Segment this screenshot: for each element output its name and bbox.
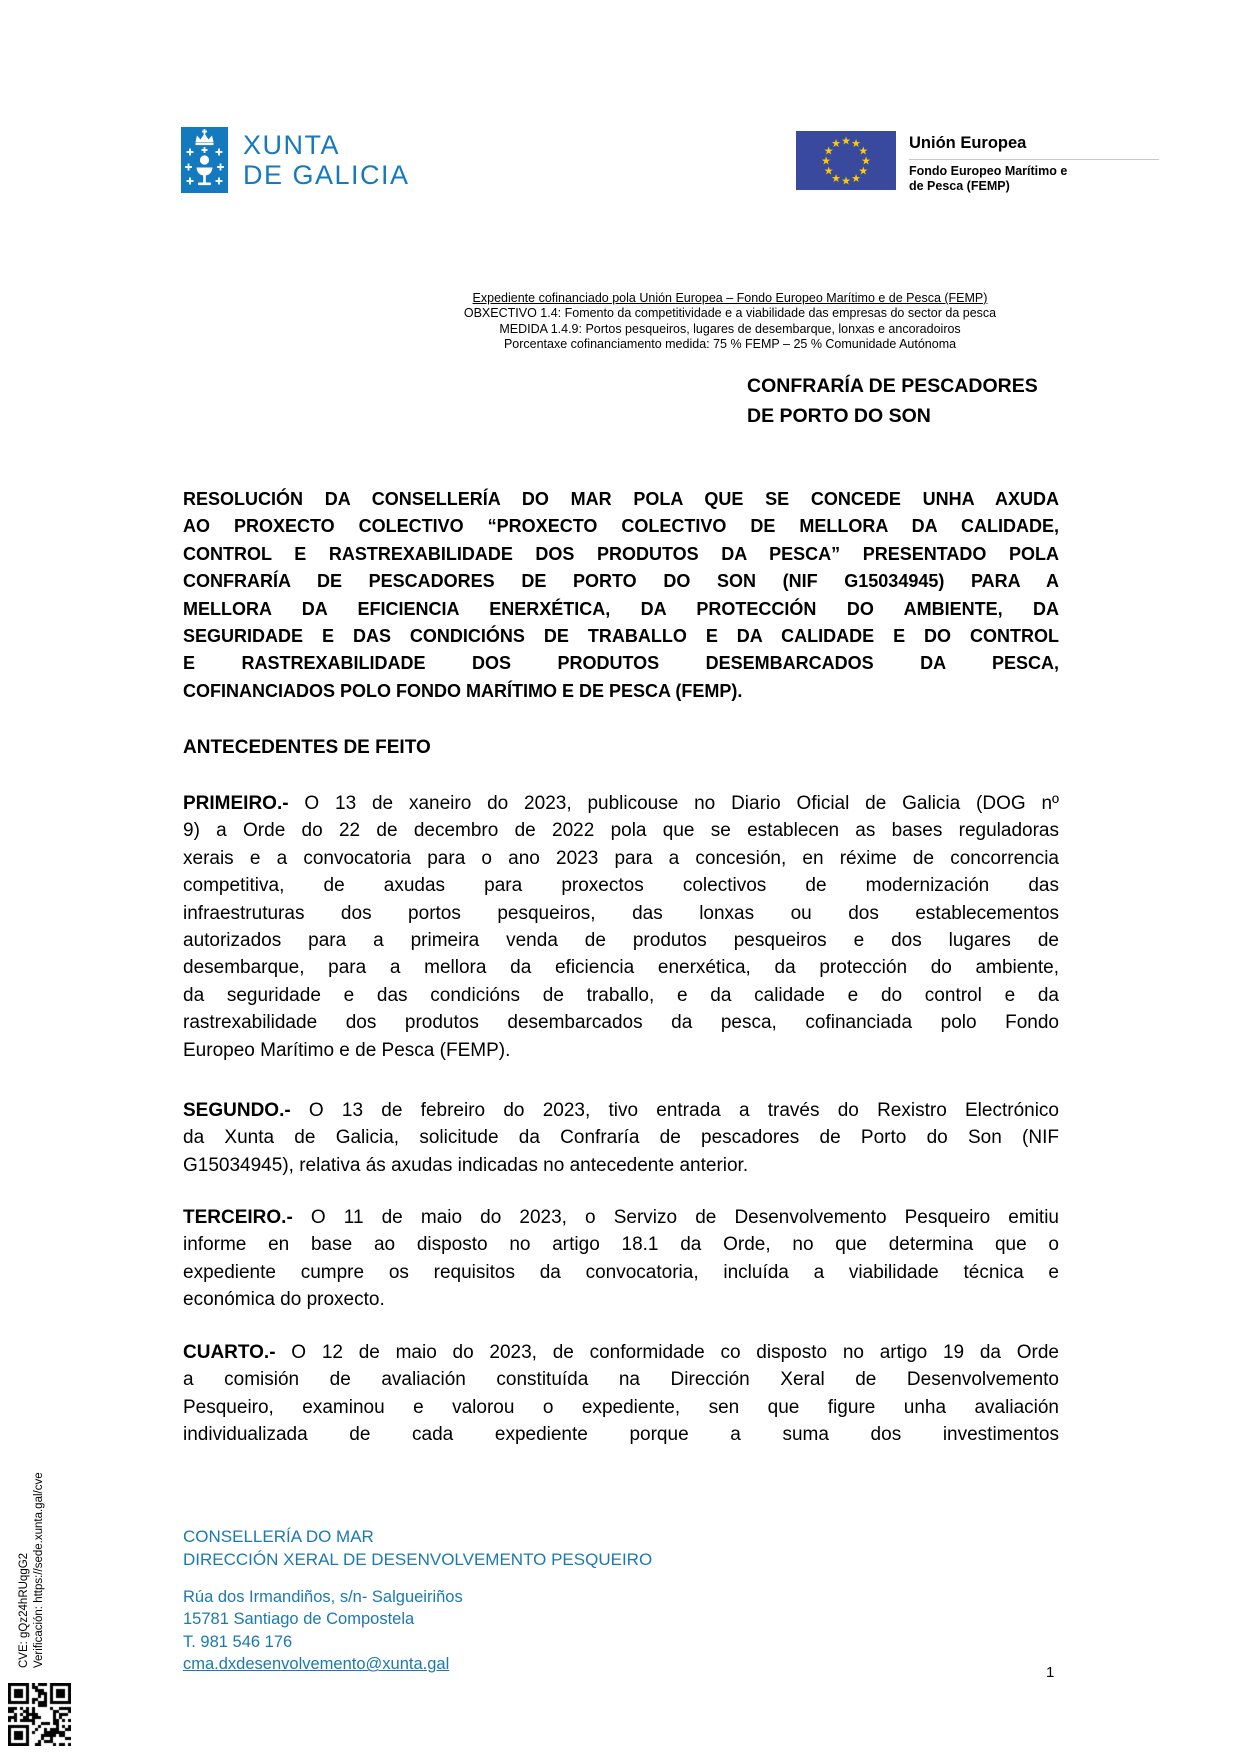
paragraph-cuarto-first-line (183, 1339, 1059, 1366)
section-heading-antecedentes: ANTECEDENTES DE FEITO (183, 737, 431, 758)
eu-logo-block (796, 131, 1159, 194)
svg-text:★: ★ (821, 154, 831, 168)
eu-title: Unión Europea (909, 134, 1027, 152)
paragraph-terceiro-first-line (183, 1204, 1059, 1231)
cve-verification-text (17, 1368, 47, 1668)
xunta-de-galicia-logo (181, 127, 410, 193)
paragraph-text: O 13 de febreiro do 2023, tivo entrada a través do Rexistro Electrónico (290, 1100, 1059, 1121)
xunta-word-line2: DE GALICIA (243, 160, 410, 190)
footer-department-line2: DIRECCIÓN XERAL DE DESENVOLVEMENTO PESQUEIRO (183, 1550, 653, 1569)
eu-logo-text (909, 131, 1159, 194)
svg-text:★: ★ (841, 134, 851, 148)
cofinance-note (380, 291, 1080, 353)
svg-text:★: ★ (851, 137, 861, 151)
paragraph-terceiro (183, 1204, 1059, 1314)
paragraph-text: O 11 de maio do 2023, o Servizo de Desenvolvemento Pesqueiro emitiu (292, 1207, 1059, 1228)
paragraph-terceiro-body: informe en base ao disposto no artigo 18.1 da Orde, no que determina que o expediente cumpre os requisitos da convocatoria, incluída a viabilidade técnica e económica do proxecto. (183, 1234, 1059, 1311)
paragraph-primeiro-first-line (183, 790, 1059, 817)
cofinance-line4: Porcentaxe cofinanciamento medida: 75 % FEMP – 25 % Comunidade Autónoma (503, 337, 957, 352)
qr-code (8, 1683, 71, 1746)
paragraph-label: TERCEIRO.- (183, 1207, 293, 1228)
cofinance-line1: Expediente cofinanciado pola Unión Europea – Fondo Europeo Marítimo e de Pesca (FEMP) (472, 291, 988, 305)
svg-text:★: ★ (823, 144, 834, 158)
footer-city: 15781 Santiago de Compostela (183, 1610, 415, 1629)
eu-subtitle-line1: Fondo Europeo Marítimo e (909, 164, 1068, 178)
eu-divider (909, 159, 1159, 160)
paragraph-cuarto (183, 1339, 1059, 1449)
addressee-heading (747, 371, 1038, 431)
paragraph-primeiro-body: 9) a Orde do 22 de decembro de 2022 pola que se establecen as bases reguladoras xerais e a convocatoria para o ano 2023 para a concesión, en réxime de concorrencia competitiva, de axudas para proxectos colectivos de modernización das infraestruturas dos portos pesqueiros, das lonxas ou dos establecementos autorizados para a primeira venda de produtos pesqueiros e dos lugares de desembarque, para a mellora da eficiencia enerxética, da protección do ambiente, da seguridade e das condicións de traballo, e da calidade e do control e da rastrexabilidade dos produtos desembarcados da pesca, cofinanciada polo Fondo Europeo Marítimo e de Pesca (FEMP). (183, 820, 1059, 1061)
footer-department (183, 1525, 652, 1571)
paragraph-segundo-first-line (183, 1097, 1059, 1124)
cve-code: CVE: gQz24hRUqgG2 (18, 1552, 30, 1668)
svg-text:★: ★ (823, 164, 834, 178)
xunta-logo-wordmark (243, 127, 410, 193)
footer-email-link[interactable]: cma.dxdesenvolvemento@xunta.gal (183, 1655, 450, 1674)
paragraph-label: SEGUNDO.- (183, 1100, 291, 1121)
xunta-coat-of-arms-icon (181, 127, 228, 193)
svg-text:★: ★ (831, 171, 841, 185)
paragraph-text: O 12 de maio do 2023, de conformidade co disposto no artigo 19 da Orde (275, 1342, 1059, 1363)
cofinance-line2: OBXECTIVO 1.4: Fomento da competitividade e a viabilidade das empresas do sector da pesca (463, 306, 997, 321)
paragraph-label: CUARTO.- (183, 1342, 276, 1363)
paragraph-text: O 13 de xaneiro do 2023, publicouse no Diario Oficial de Galicia (DOG nº (288, 793, 1059, 814)
eu-subtitle-line2: de Pesca (FEMP) (909, 179, 1010, 193)
footer-address (183, 1586, 463, 1676)
paragraph-segundo (183, 1097, 1059, 1179)
svg-text:★: ★ (858, 164, 869, 178)
svg-text:★: ★ (841, 174, 851, 188)
cve-url: Verificación: https://sede.xunta.gal/cve (33, 1472, 45, 1668)
eu-flag-icon (796, 131, 896, 190)
svg-text:★: ★ (861, 154, 871, 168)
xunta-word-line1: XUNTA (243, 130, 341, 160)
footer-department-line1: CONSELLERÍA DO MAR (183, 1527, 374, 1546)
resolution-title: RESOLUCIÓN DA CONSELLERÍA DO MAR POLA QUE SE CONCEDE UNHA AXUDA AO PROXECTO COLECTIVO “PROXECTO COLECTIVO DE MELLORA DA CALIDADE, CONTROL E RASTREXABILIDADE DOS PRODUTOS DA PESCA” PRESENTADO POLA CONFRARÍA DE PESCADORES DE PORTO DO SON (NIF G15034945) PARA A MELLORA DA EFICIENCIA ENERXÉTICA, DA PROTECCIÓN DO AMBIENTE, DA SEGURIDADE E DAS CONDICIÓNS DE TRABALLO E DA CALIDADE E DO CONTROL E RASTREXABILIDADE DOS PRODUTOS DESEMBARCADOS DA PESCA, COFINANCIADOS POLO FONDO MARÍTIMO E DE PESCA (FEMP). (183, 489, 1059, 701)
footer-street: Rúa dos Irmandiños, s/n- Salgueiriños (183, 1588, 463, 1606)
addressee-line1: CONFRARÍA DE PESCADORES (747, 375, 1038, 397)
cofinance-line3: MEDIDA 1.4.9: Portos pesqueiros, lugares de desembarque, lonxas e ancoradoiros (499, 321, 961, 336)
page-number: 1 (1046, 1664, 1055, 1681)
svg-text:★: ★ (858, 144, 869, 158)
paragraph-primeiro (183, 790, 1059, 1064)
addressee-line2: DE PORTO DO SON (747, 405, 931, 427)
svg-text:★: ★ (831, 137, 841, 151)
paragraph-cuarto-body: a comisión de avaliación constituída na Dirección Xeral de Desenvolvemento Pesqueiro, examinou e valorou o expediente, sen que figure unha avaliación individualizada de cada expediente porque a suma dos investimentos (183, 1369, 1059, 1446)
paragraph-segundo-body: da Xunta de Galicia, solicitude da Confraría de pescadores de Porto do Son (NIF G15034945), relativa ás axudas indicadas no antecedente anterior. (183, 1127, 1059, 1176)
footer-phone: T. 981 546 176 (183, 1632, 293, 1651)
paragraph-label: PRIMEIRO.- (183, 793, 289, 814)
svg-text:★: ★ (851, 171, 861, 185)
